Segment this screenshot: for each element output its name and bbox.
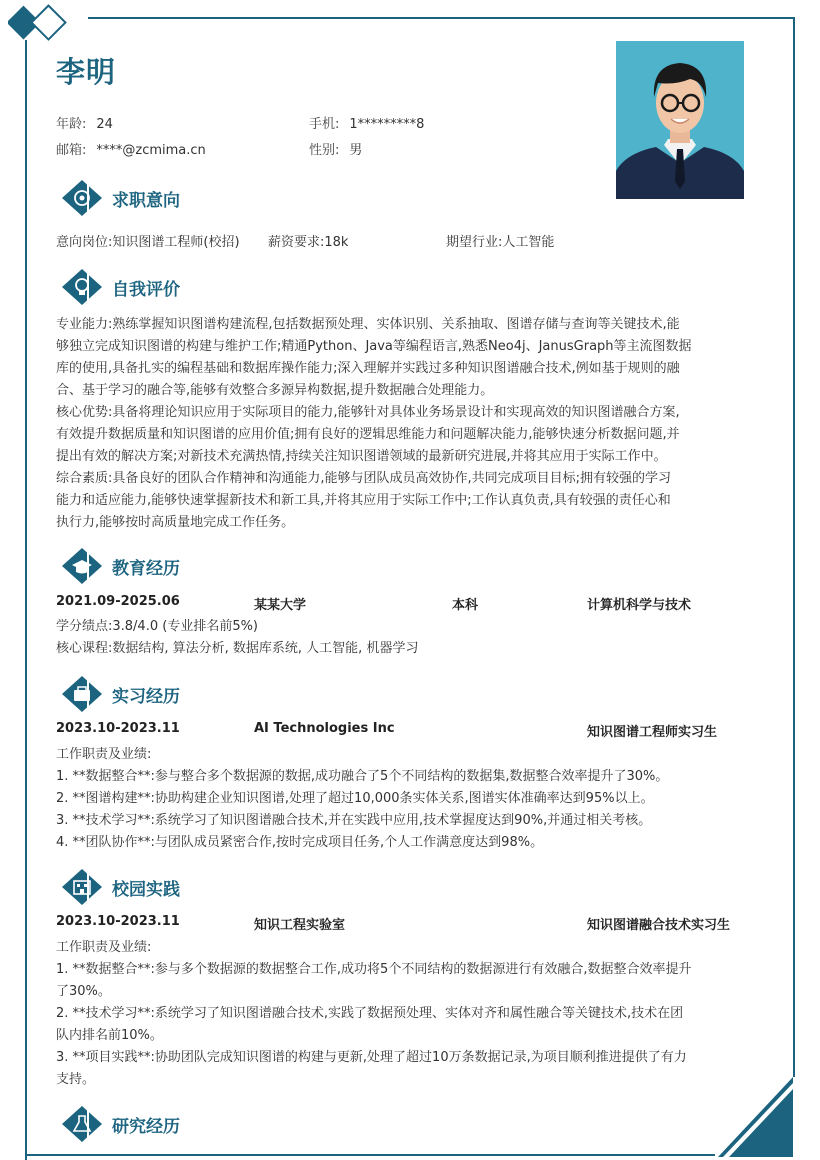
internship-line: 工作职责及业绩: [56, 747, 152, 762]
graduation-cap-icon [60, 546, 104, 586]
internship-role: 知识图谱工程师实习生 [587, 725, 718, 740]
email-label: 邮箱: [56, 143, 87, 158]
frame-top-line [88, 17, 795, 19]
section-self-eval-header [60, 267, 180, 307]
phone-label: 手机: [309, 117, 340, 132]
internship-period: 2023.10-2023.11 [56, 721, 180, 736]
self-eval-line: 专业能力:熟练掌握知识图谱构建流程,包括数据预处理、实体识别、关系抽取、图谱存储与查询等关键技术,能 [56, 317, 680, 332]
campus-line: 2. **技术学习**:系统学习了知识图谱融合技术,实践了数据预处理、实体对齐和属性融合等关键技术,技术在团 [56, 1006, 684, 1021]
flask-icon [60, 1104, 104, 1144]
education-major: 计算机科学与技术 [587, 598, 692, 613]
section-education-title: 教育经历 [112, 558, 180, 579]
intent-position: 意向岗位:知识图谱工程师(校招) [56, 235, 240, 250]
corner-diamond-decoration [8, 2, 88, 46]
campus-org: 知识工程实验室 [254, 918, 346, 933]
section-education-header [60, 546, 180, 586]
self-eval-line: 库的使用,具备扎实的编程基础和数据库操作能力;深入理解并实践过多种知识图谱融合技术,例如基于规则的融 [56, 361, 680, 376]
education-gpa: 学分绩点:3.8/4.0 (专业排名前5%) [56, 619, 259, 634]
internship-summary-row [56, 721, 768, 741]
campus-line: 1. **数据整合**:参与多个数据源的数据整合工作,成功将5个不同结构的数据源进行有效融合,数据整合效率提升 [56, 962, 692, 977]
campus-line: 3. **项目实践**:协助团队完成知识图谱的构建与更新,处理了超过10万条数据记录,为项目顺利推进提供了有力 [56, 1050, 687, 1065]
gender-value: 男 [349, 143, 363, 158]
campus-role: 知识图谱融合技术实习生 [587, 918, 731, 933]
profile-photo [616, 41, 744, 199]
self-eval-line: 执行力,能够按时高质量地完成工作任务。 [56, 515, 295, 530]
phone-row [309, 113, 424, 132]
frame-bottom-line [25, 1154, 715, 1156]
age-row [56, 113, 113, 132]
age-label: 年龄: [56, 117, 87, 132]
internship-line: 4. **团队协作**:与团队成员紧密合作,按时完成项目任务,个人工作满意度达到98%。 [56, 835, 544, 850]
campus-period: 2023.10-2023.11 [56, 914, 180, 929]
frame-left-line [25, 40, 27, 1160]
frame-right-line [793, 17, 795, 1077]
self-eval-line: 提出有效的解决方案;对新技术充满热情,持续关注知识图谱领域的最新研究进展,并将其应用于实际工作中。 [56, 449, 667, 464]
self-eval-line: 能力和适应能力,能够快速掌握新技术和新工具,并将其应用于实际工作中;工作认真负责,具有较强的责任心和 [56, 493, 671, 508]
self-eval-line: 有效提升数据质量和知识图谱的应用价值;拥有良好的逻辑思维能力和问题解决能力,能够快速分析数据问题,并 [56, 427, 680, 442]
campus-line: 工作职责及业绩: [56, 940, 152, 955]
email-row [56, 139, 206, 158]
education-period: 2021.09-2025.06 [56, 594, 180, 609]
briefcase-icon [60, 674, 104, 714]
section-campus-header [60, 867, 180, 907]
section-internship-title: 实习经历 [112, 686, 180, 707]
campus-summary-row [56, 914, 768, 934]
self-eval-line: 核心优势:具备将理论知识应用于实际项目的能力,能够针对具体业务场景设计和实现高效的知识图谱融合方案, [56, 405, 680, 420]
campus-line: 了30%。 [56, 984, 111, 999]
internship-company: AI Technologies Inc [254, 721, 395, 736]
self-eval-line: 合、基于学习的融合等,能够有效整合多源异构数据,提升数据融合处理能力。 [56, 383, 494, 398]
section-campus-title: 校园实践 [112, 879, 180, 900]
phone-value: 1*********8 [349, 117, 425, 132]
candidate-name: 李明 [56, 55, 117, 89]
email-value: ****@zcmima.cn [96, 143, 206, 158]
education-degree: 本科 [452, 598, 479, 613]
internship-line: 1. **数据整合**:参与整合多个数据源的数据,成功融合了5个不同结构的数据集,数据整合效率提升了30%。 [56, 769, 669, 784]
gender-row [309, 139, 362, 158]
self-eval-line: 够独立完成知识图谱的构建与维护工作;精通Python、Java等编程语言,熟悉Neo4j、JanusGraph等主流图数据 [56, 339, 692, 354]
section-intent-header [60, 178, 180, 218]
self-eval-line: 综合素质:具备良好的团队合作精神和沟通能力,能够与团队成员高效协作,共同完成项目目标;拥有较强的学习 [56, 471, 672, 486]
section-intent-title: 求职意向 [112, 190, 180, 211]
campus-line: 队内排名前10%。 [56, 1028, 163, 1043]
section-self-eval-title: 自我评价 [112, 279, 180, 300]
target-icon [60, 178, 104, 218]
section-research-title: 研究经历 [112, 1116, 180, 1137]
building-icon [60, 867, 104, 907]
education-courses: 核心课程:数据结构, 算法分析, 数据库系统, 人工智能, 机器学习 [56, 641, 419, 656]
intent-salary: 薪资要求:18k [268, 235, 349, 250]
gender-label: 性别: [309, 143, 340, 158]
age-value: 24 [96, 117, 113, 132]
education-school: 某某大学 [254, 598, 307, 613]
internship-line: 2. **图谱构建**:协助构建企业知识图谱,处理了超过10,000条实体关系,图谱实体准确率达到95%以上。 [56, 791, 654, 806]
campus-line: 支持。 [56, 1072, 96, 1087]
education-summary-row [56, 594, 768, 614]
section-internship-header [60, 674, 180, 714]
section-research-header [60, 1104, 180, 1144]
internship-line: 3. **技术学习**:系统学习了知识图谱融合技术,并在实践中应用,技术掌握度达到90%,并通过相关考核。 [56, 813, 652, 828]
intent-industry: 期望行业:人工智能 [446, 235, 555, 250]
lightbulb-icon [60, 267, 104, 307]
